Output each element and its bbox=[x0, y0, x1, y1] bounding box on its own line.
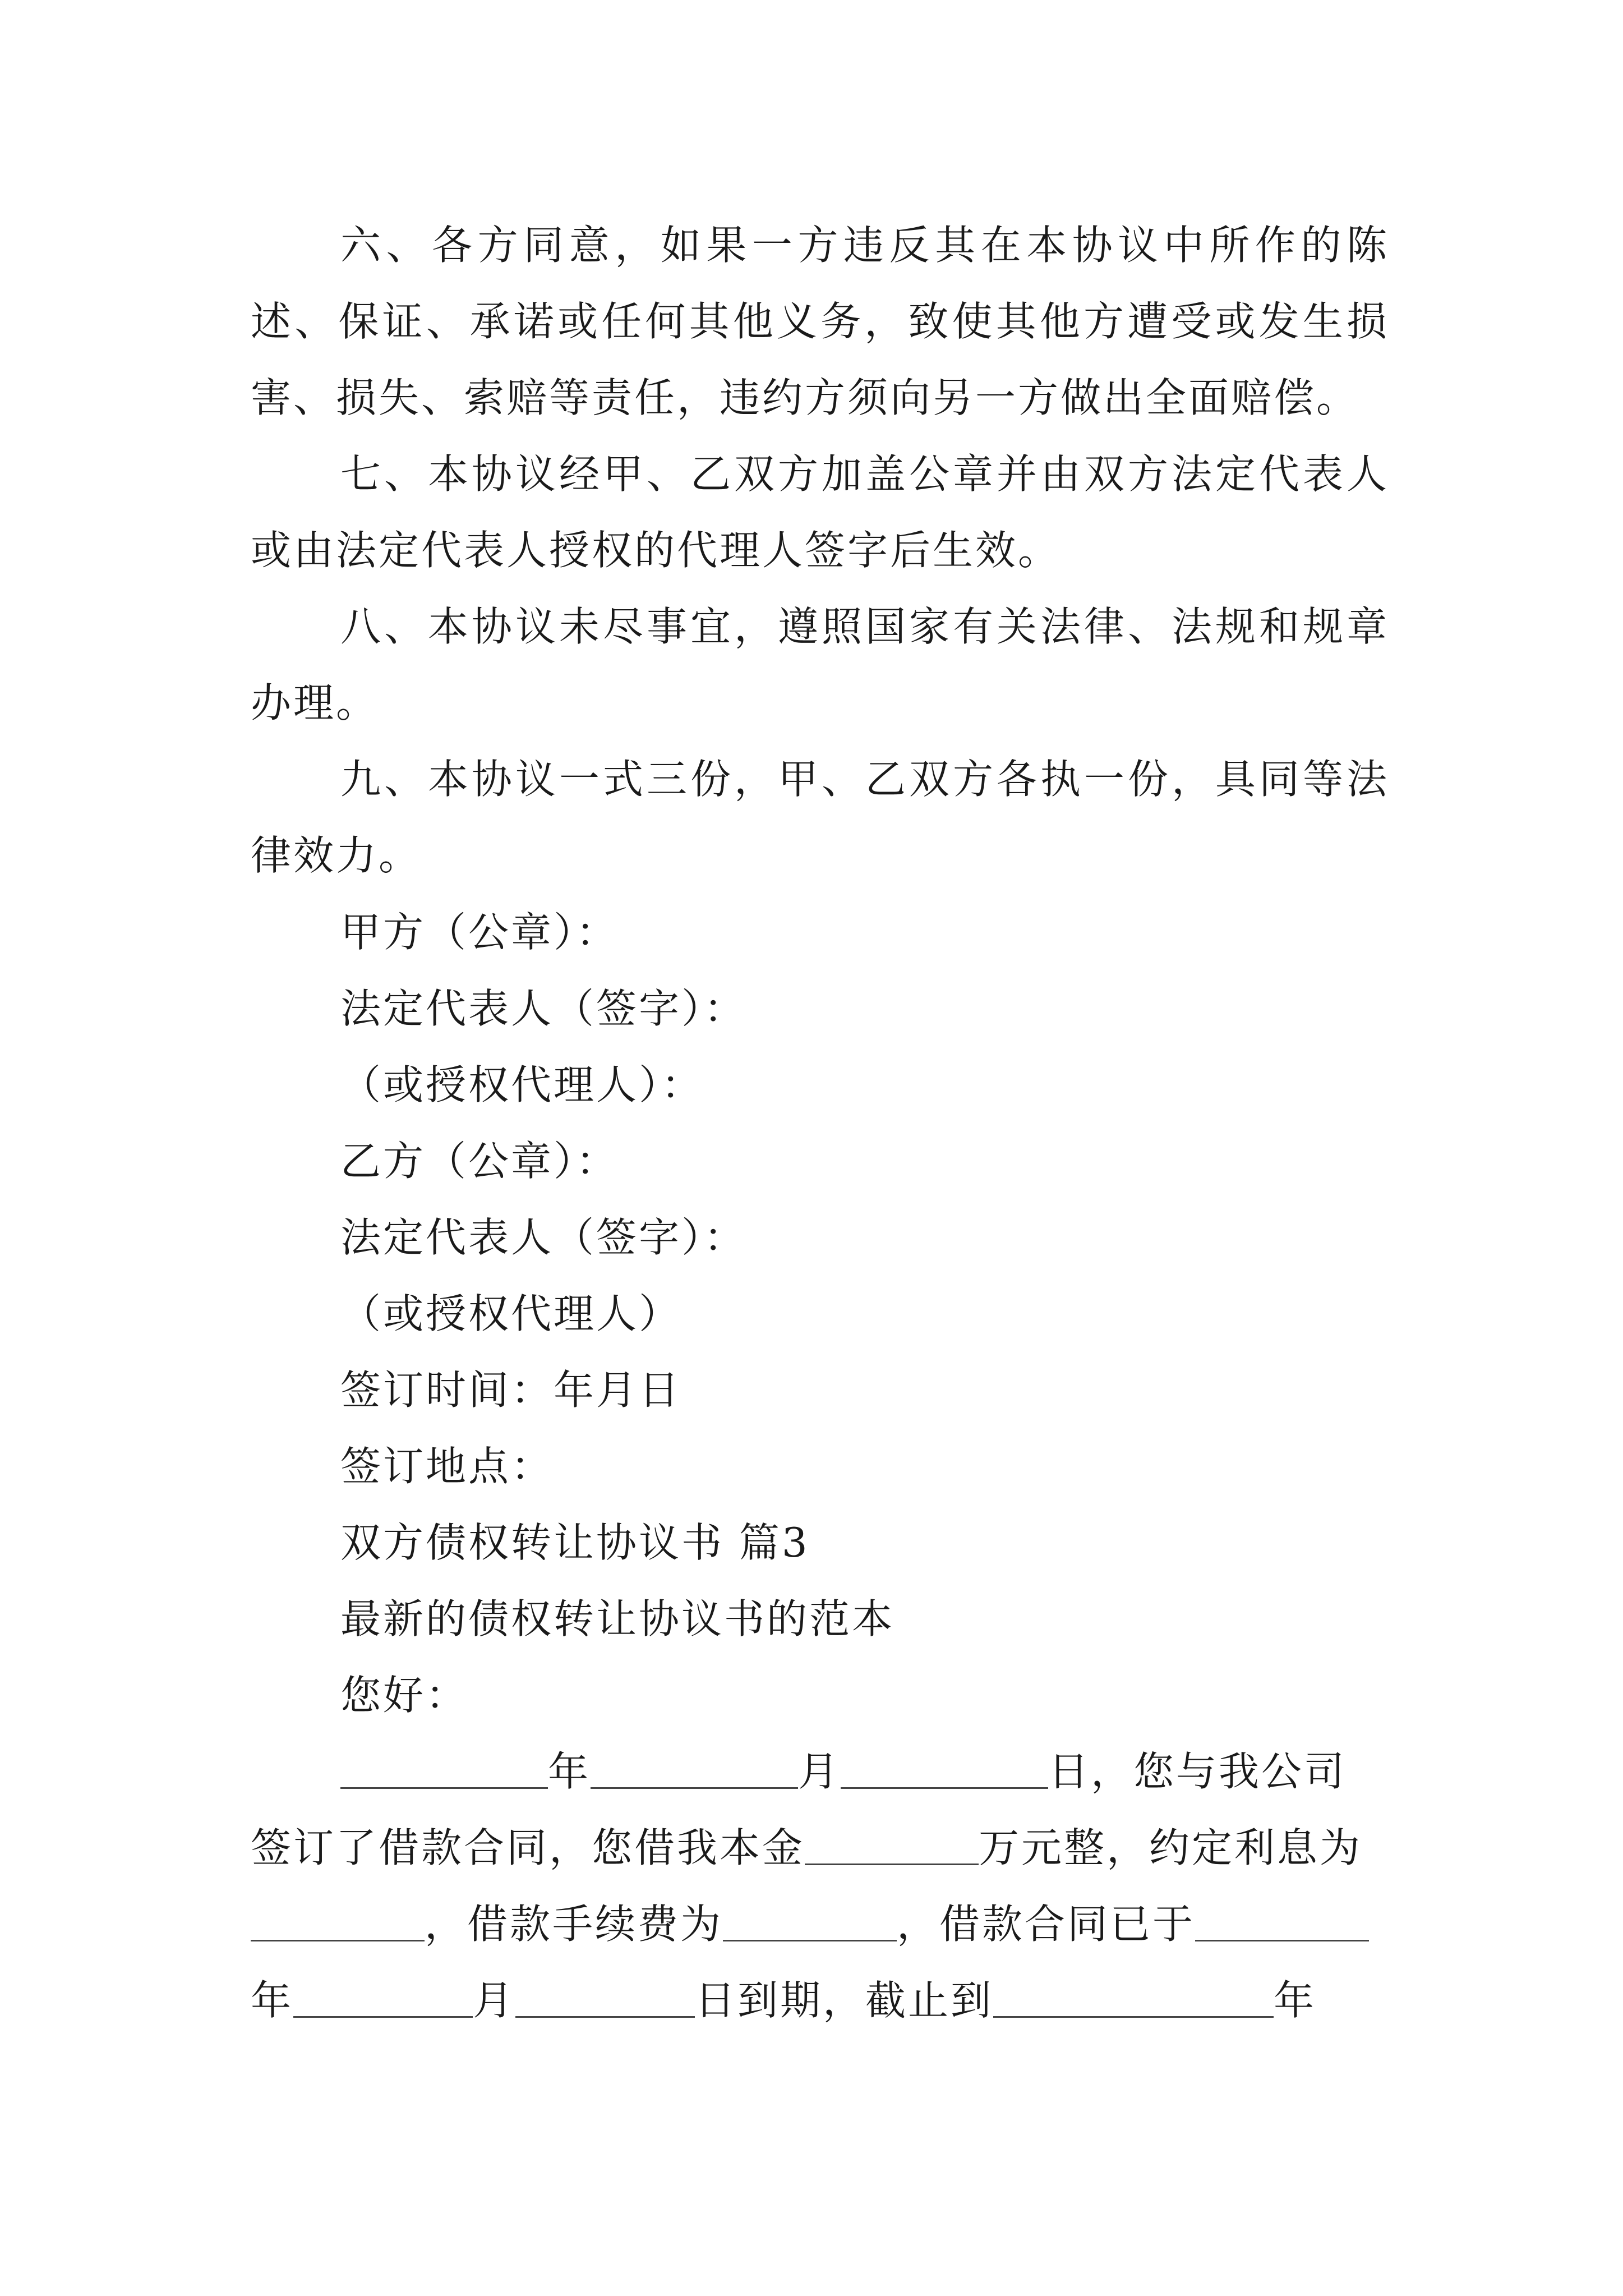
document-subtitle: 最新的债权转让协议书的范本 bbox=[340, 1595, 895, 1642]
blank-field bbox=[293, 1971, 473, 2018]
blank-field bbox=[841, 1742, 1048, 1789]
blank-field bbox=[251, 1895, 425, 1941]
agreement-clauses bbox=[251, 207, 1389, 894]
party-b-agent: （或授权代理人） bbox=[340, 1290, 682, 1337]
notice-line-3: ，借款手续费为 ，借款合同已于 bbox=[251, 1886, 1389, 1962]
clause-six: 六、各方同意，如果一方违反其在本协议中所作的陈述、保证、承诺或任何其他义务，致使其他方遭受或发生损害、损失、索赔等责任，违约方须向另一方做出全面赔偿。 bbox=[251, 222, 1389, 421]
notice-line-1: 年 月 日，您与我公司 bbox=[251, 1733, 1389, 1810]
signature-block bbox=[251, 894, 1389, 1733]
party-a-representative: 法定代表人（签字）： bbox=[340, 985, 747, 1032]
clause-eight: 八、本协议未尽事宜，遵照国家有关法律、法规和规章办理。 bbox=[251, 603, 1389, 726]
greeting: 您好： bbox=[340, 1672, 469, 1719]
notice-line-2: 签订了借款合同，您借我本金 万元整，约定利息为 bbox=[251, 1810, 1389, 1886]
blank-field bbox=[805, 1819, 979, 1865]
clause-nine: 九、本协议一式三份，甲、乙双方各执一份，具同等法律效力。 bbox=[251, 756, 1389, 879]
clause-seven: 七、本协议经甲、乙双方加盖公章并由双方法定代表人或由法定代表人授权的代理人签字后生效。 bbox=[251, 450, 1389, 574]
party-a-agent: （或授权代理人）： bbox=[340, 1061, 704, 1108]
notice-body bbox=[251, 1733, 1389, 2039]
signing-date: 签订时间：年月日 bbox=[340, 1366, 682, 1414]
notice-line-4: 年 月 日到期，截止到 年 bbox=[251, 1962, 1389, 2039]
blank-field bbox=[1195, 1895, 1369, 1941]
blank-field bbox=[591, 1742, 798, 1789]
blank-field bbox=[340, 1742, 548, 1789]
blank-field bbox=[993, 1971, 1274, 2018]
party-b-seal: 乙方（公章）： bbox=[340, 1138, 619, 1185]
party-a-seal: 甲方（公章）： bbox=[340, 909, 619, 956]
blank-field bbox=[723, 1895, 897, 1941]
signing-place: 签订地点： bbox=[340, 1443, 554, 1490]
blank-field bbox=[515, 1971, 695, 2018]
section-title: 双方债权转让协议书 篇3 bbox=[340, 1519, 810, 1566]
party-b-representative: 法定代表人（签字）： bbox=[340, 1214, 747, 1261]
